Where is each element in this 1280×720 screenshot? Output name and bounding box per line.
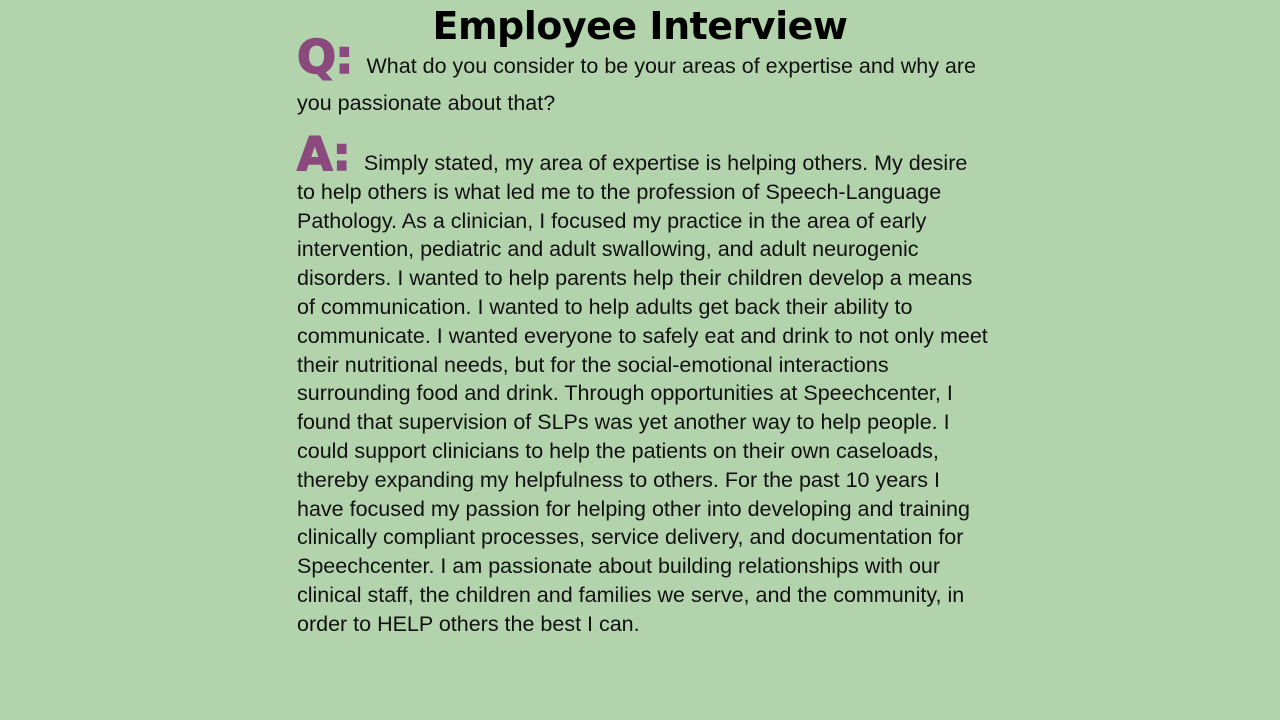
answer-block [297,127,989,639]
answer-text: Simply stated, my area of expertise is helping others. My desire to help others is what led me to the profession of Speech-Language Pathology. As a clinician, I focused my practice in the area of early intervention, pediatric and adult swallowing, and adult neurogenic disorders. I wanted to help parents help their children develop a means of communication. I wanted to help adults get back their ability to communicate. I wanted everyone to safely eat and drink to not only meet their nutritional needs, but for the social-emotional interactions surrounding food and drink. Through opportunities at Speechcenter, I found that supervision of SLPs was yet another way to help people. I could support clinicians to help the patients on their own caseloads, thereby expanding my helpfulness to others. For the past 10 years I have focused my passion for helping other into developing and training clinically compliant processes, service delivery, and documentation for Speechcenter. I am passionate about building relationships with our clinical staff, the children and families we serve, and the community, in order to HELP others the best I can. [297,151,988,636]
question-block [297,30,989,122]
slide-title: Employee Interview [432,4,848,48]
interview-content [297,30,989,639]
question-text: What do you consider to be your areas of expertise and why are you passionate about that? [297,54,977,115]
question-mark-label: Q: [297,30,353,84]
answer-mark-label: A: [297,127,350,181]
